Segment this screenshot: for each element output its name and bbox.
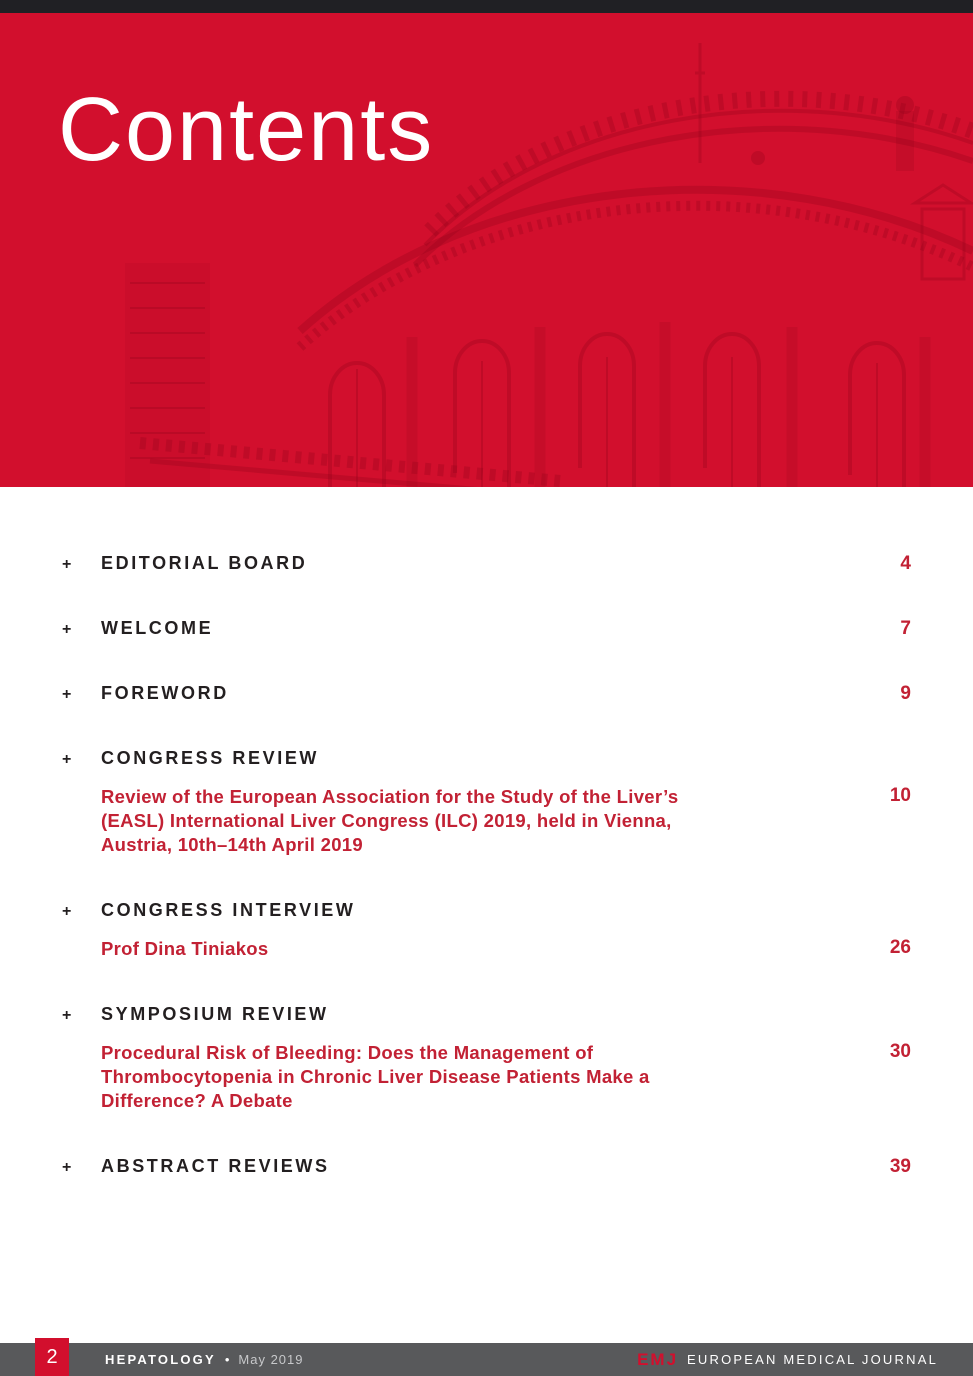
toc-entry-page: 4 [900,553,911,574]
plus-icon: + [62,1007,72,1024]
plus-icon: + [62,686,72,703]
toc-entry-label: FOREWORD [101,683,229,703]
footer-separator: • [224,1352,230,1367]
toc-entry-page: 9 [900,683,911,704]
toc-article-page: 30 [889,1041,911,1062]
footer-publication-info [105,1352,304,1367]
toc-section [62,748,911,857]
toc-entry-editorial-board[interactable] [62,553,911,575]
plus-icon: + [62,751,72,768]
plus-icon: + [62,903,72,920]
footer [0,1343,973,1376]
toc-article-link[interactable] [101,785,911,857]
contents-banner [0,13,973,487]
toc-article-page: 26 [889,937,911,958]
toc-entry-label: EDITORIAL BOARD [101,553,308,573]
plus-icon: + [62,621,72,638]
toc-section [62,618,911,640]
toc-entry-symposium-review[interactable] [62,1004,911,1025]
footer-brand [637,1350,938,1370]
toc-section [62,1156,911,1178]
toc-entry-page: 39 [889,1156,911,1177]
toc-section [62,1004,911,1113]
toc-entry-label: CONGRESS INTERVIEW [101,900,356,920]
toc-entry-page: 7 [900,618,911,639]
toc-entry-congress-interview[interactable] [62,900,911,921]
toc-entry-abstract-reviews[interactable] [62,1156,911,1178]
toc-section [62,900,911,961]
toc-list [62,553,911,1178]
publication-name: HEPATOLOGY [105,1352,216,1367]
page-number: 2 [46,1345,58,1368]
page-title: Contents [58,80,435,180]
toc-entry-congress-review[interactable] [62,748,911,769]
issue-date: May 2019 [238,1352,304,1367]
toc-article-title: Prof Dina Tiniakos [101,938,269,959]
plus-icon: + [62,1159,72,1176]
toc-article-title: Review of the European Association for the Study of the Liver’s (EASL) International Liver Congress (ILC) 2019, held in Vienna, Austria, 10th–14th April 2019 [101,786,679,855]
toc-entry-foreword[interactable] [62,683,911,705]
table-of-contents [0,487,973,1178]
plus-icon: + [62,556,72,573]
toc-section [62,553,911,575]
toc-article-link[interactable] [101,937,911,961]
emj-logo: EMJ [637,1349,679,1369]
brand-name: EUROPEAN MEDICAL JOURNAL [687,1352,938,1367]
toc-entry-label: SYMPOSIUM REVIEW [101,1004,329,1024]
toc-article-page: 10 [889,785,911,806]
toc-entry-label: ABSTRACT REVIEWS [101,1156,330,1176]
toc-entry-welcome[interactable] [62,618,911,640]
toc-section [62,683,911,705]
page-number-box [35,1338,69,1376]
top-accent-bar [0,0,973,13]
toc-article-link[interactable] [101,1041,911,1113]
toc-article-title: Procedural Risk of Bleeding: Does the Management of Thrombocytopenia in Chronic Liver Disease Patients Make a Difference? A Debate [101,1042,650,1111]
toc-entry-label: WELCOME [101,618,214,638]
toc-entry-label: CONGRESS REVIEW [101,748,320,768]
